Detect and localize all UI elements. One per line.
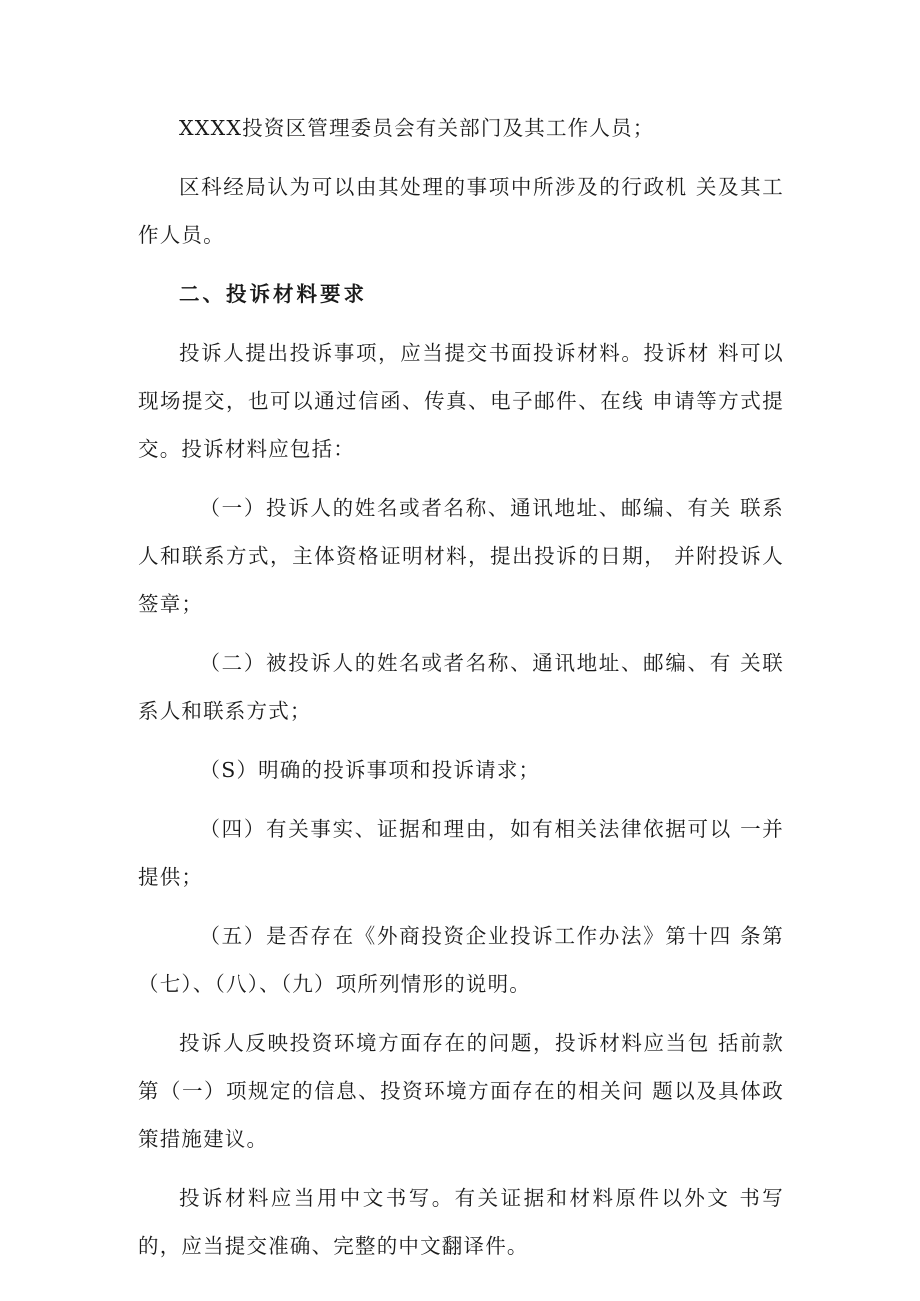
paragraph-submission-methods: 投诉人提出投诉事项，应当提交书面投诉材料。投诉材 料可以现场提交，也可以通过信函、传真、电子邮件、在线 申请等方式提交。投诉材料应包括： — [138, 341, 784, 461]
list-item-2: （二）被投诉人的姓名或者名称、通讯地址、邮编、有 关联系人和联系方式； — [138, 651, 784, 723]
list-item-5: （五）是否存在《外商投资企业投诉工作办法》第十四 条第（七）、（八）、（九）项所列情形的说明。 — [138, 924, 784, 996]
paragraph-administrative-organs: 区科经局认为可以由其处理的事项中所涉及的行政机 关及其工作人员。 — [138, 175, 784, 247]
list-item-1: （一）投诉人的姓名或者名称、通讯地址、邮编、有关 联系人和联系方式，主体资格证明材料，提出投诉的日期， 并附投诉人签章； — [138, 496, 784, 616]
paragraph-departments: XXXX投资区管理委员会有关部门及其工作人员； — [179, 116, 655, 140]
section-heading: 二、投诉材料要求 — [179, 282, 367, 306]
paragraph-chinese-translation: 投诉材料应当用中文书写。有关证据和材料原件以外文 书写的，应当提交准确、完整的中文翻译件。 — [138, 1186, 784, 1258]
paragraph-investment-environment: 投诉人反映投资环境方面存在的问题，投诉材料应当包 括前款第（一）项规定的信息、投资环境方面存在的相关问 题以及具体政策措施建议。 — [138, 1031, 784, 1151]
list-item-4: （四）有关事实、证据和理由，如有相关法律依据可以 一并提供； — [138, 817, 784, 889]
document-page — [138, 104, 784, 1281]
list-item-3: （S）明确的投诉事项和投诉请求； — [199, 758, 541, 782]
